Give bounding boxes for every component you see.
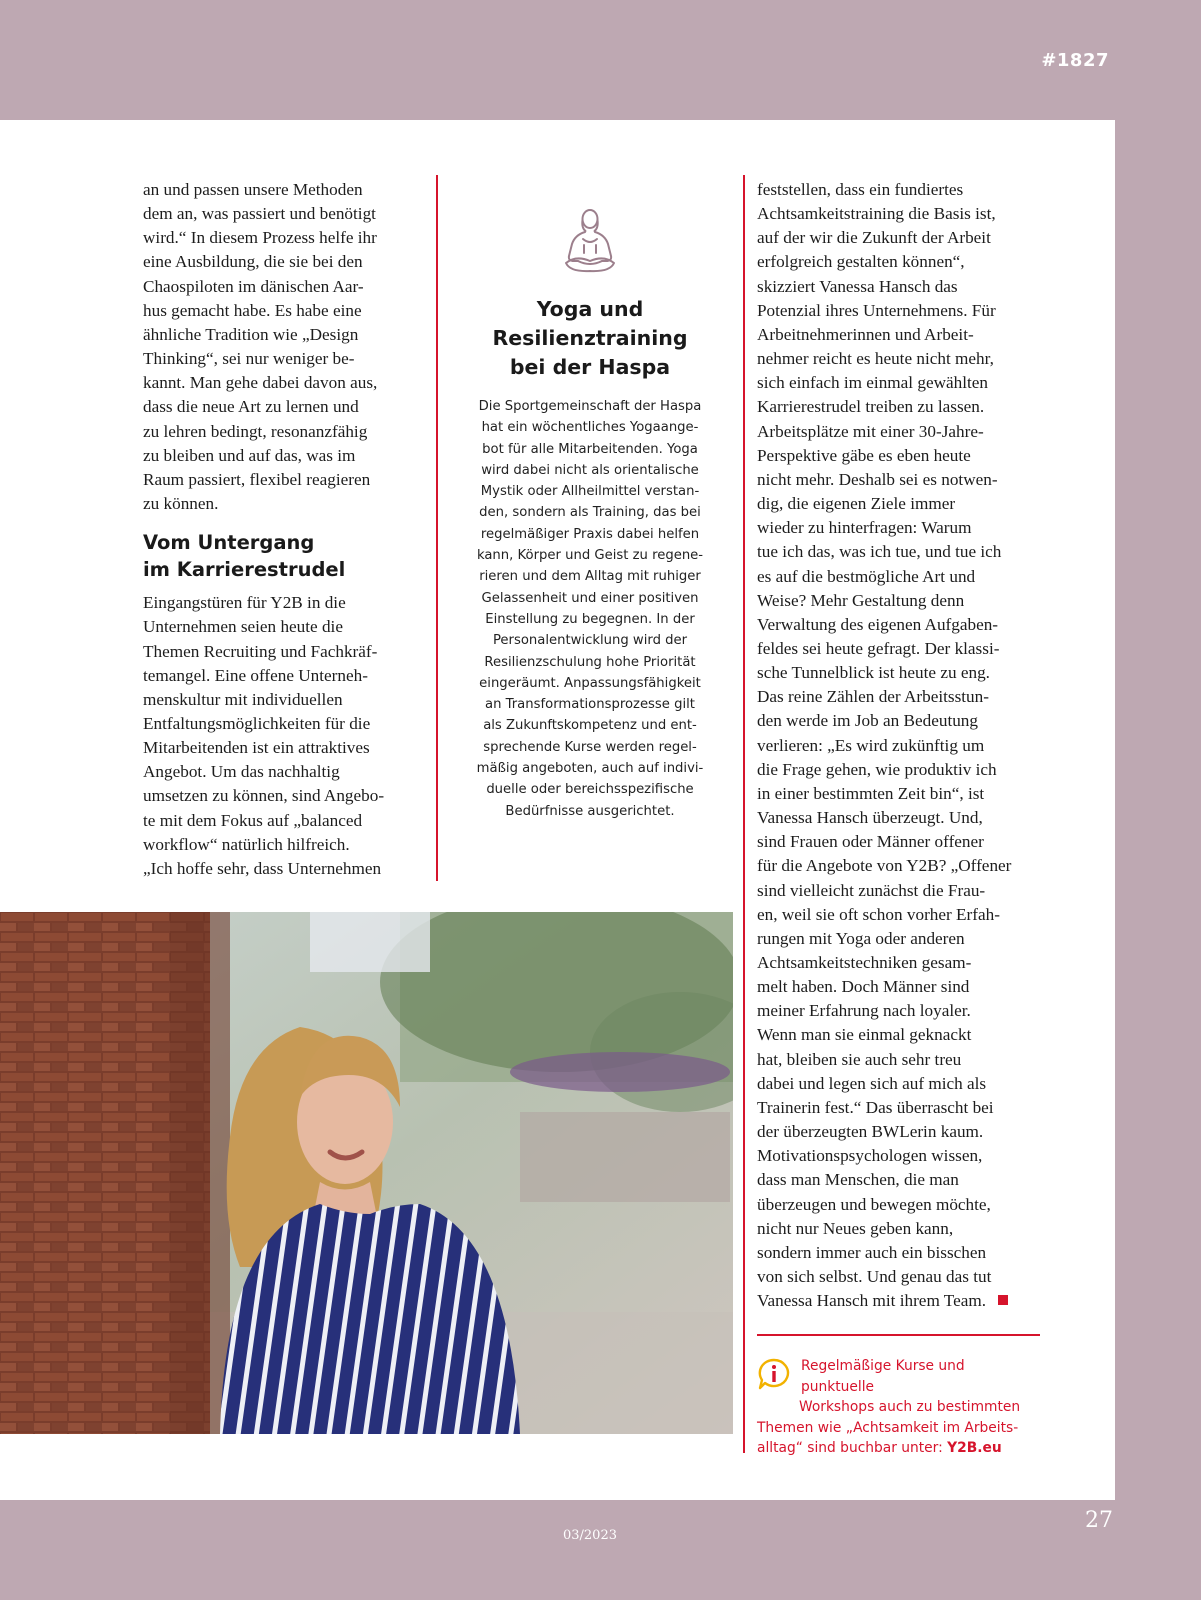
sidebar-title: Yoga und Resilienztraining bei der Haspa [492,297,688,379]
body-paragraph [757,178,1047,1313]
issue-number: #1827 [1041,50,1109,71]
portrait-photo [0,912,733,1434]
body-paragraph: an und passen unsere Methoden dem an, was passiert und benötigt wird.“ In diesem Prozess helfe ihr eine Ausbildung, die sie bei den Chaospiloten im dänischen Aar- hus gemacht habe. Es habe eine ähnliche Tradition wie „Design Thinking“, sei nur weniger be- kannt. Man gehe dabei davon aus, dass die neue Art zu lernen und zu lehren bedingt, resonanzfähig zu bleiben und auf das, was im Raum passiert, flexibel reagieren zu können. [143,180,378,514]
body-text: feststellen, dass ein fundiertes Achtsamkeitstraining die Basis ist, auf der wir die Zukunft der Arbeit erfolgreich gestalten können“, skizziert Vanessa Hansch das Potenzial ihres Unternehmens. Für Arbeitnehmerinnen und Arbeit- nehmer reicht es heute nicht mehr, sich einfach im einmal gewählten Karrierestrudel treiben zu lassen. Arbeitsplätze mit einer 30-Jahre- Perspektive gäbe es eben heute nicht mehr. Deshalb sei es notwen- dig, die eigenen Ziele immer wieder zu hinterfragen: Warum tue ich das, was ich tue, und tue ich es auf die bestmögliche Art und Weise? Mehr Gestaltung denn Verwaltung des eigenen Aufgaben- feldes sei heute gefragt. Der klassi- sche Tunnelblick ist heute zu eng. Das reine Zählen der Arbeitsstun- den werde im Job an Bedeutung verlieren: „Es wird zukünftig um die Frage gehen, wie produktiv ich in einer bestimmten Zeit bin“, ist Vanessa Hansch überzeugt. Und, sind Frauen oder Männer offener für die Angebote von Y2B? „Offener sind vielleicht zunächst die Frau- en, weil sie oft schon vorher Erfah- rungen mit Yoga oder anderen Achtsamkeitstechniken gesam- melt haben. Doch Männer sind meiner Erfahrung nach loyaler. Wenn man sie einmal geknackt hat, bleiben sie auch sehr treu dabei und legen sich auf mich als Trainerin fest.“ Das überrascht bei der überzeugten BWLerin kaum. Motivationspsychologen wissen, dass man Menschen, die man überzeugen und bewegen möchte, nicht nur Neues geben kann, sondern immer auch ein bisschen von sich selbst. Und genau das tut Vanessa Hansch mit ihrem Team. [757,180,1012,1311]
info-link[interactable]: Y2B.eu [947,1440,1002,1456]
portrait-illustration [0,912,733,1434]
body-paragraph: Eingangstüren für Y2B in die Unternehmen seien heute die Themen Recruiting und Fachkräf- temangel. Eine offene Unterneh- menskultur mit individuellen Entfaltungsmöglichkeiten für die Mitarbeitenden ist ein attraktives Angebot. Um das nachhaltig umsetzen zu können, sind Angebo- te mit dem Fokus auf „balanced workflow“ natürlich hilfreich. „Ich hoffe sehr, dass Unternehmen [143,593,385,878]
info-line: Regelmäßige Kurse und punktuelle [801,1358,965,1395]
sidebar-body: Die Sportgemeinschaft der Haspa hat ein wöchentliches Yogaange- bot für alle Mitarbeitenden. Yoga wird dabei nicht als orientalische Mystik oder Allheilmittel verstan- den, sondern als Training, das bei regelmäßiger Praxis dabei helfen kann, Körper und Geist zu regene- rieren und dem Alltag mit ruhiger Gelassenheit und einer positiven Einstellung zu begegnen. In der Personalentwicklung wird der Resilienzschulung hohe Priorität eingeräumt. Anpassungsfähigkeit an Transformationsprozesse gilt als Zukunftskompetenz und ent- sprechende Kurse werden regel- mäßig angeboten, auch auf indivi- duelle oder bereichsspezifische Bedürfnisse ausgerichtet. [476,399,704,819]
info-box [757,1356,1042,1459]
sidebar-box [460,205,720,822]
info-icon [757,1358,791,1390]
page-number: 27 [1085,1508,1113,1533]
info-line: Workshops auch zu bestimmten [799,1399,1021,1415]
section-heading: Vom Untergang im Karrierestrudel [143,531,346,582]
column-divider [743,175,745,1453]
end-mark [998,1295,1008,1305]
info-rule [757,1334,1040,1336]
column-divider [436,175,438,881]
right-column [757,178,1047,1313]
info-line: Themen wie „Achtsamkeit im Arbeits- alltag“ sind buchbar unter: [757,1419,1019,1456]
issue-date: 03/2023 [562,1528,617,1543]
left-column [143,178,428,881]
yoga-meditation-icon [556,205,624,277]
info-text [757,1356,1042,1459]
